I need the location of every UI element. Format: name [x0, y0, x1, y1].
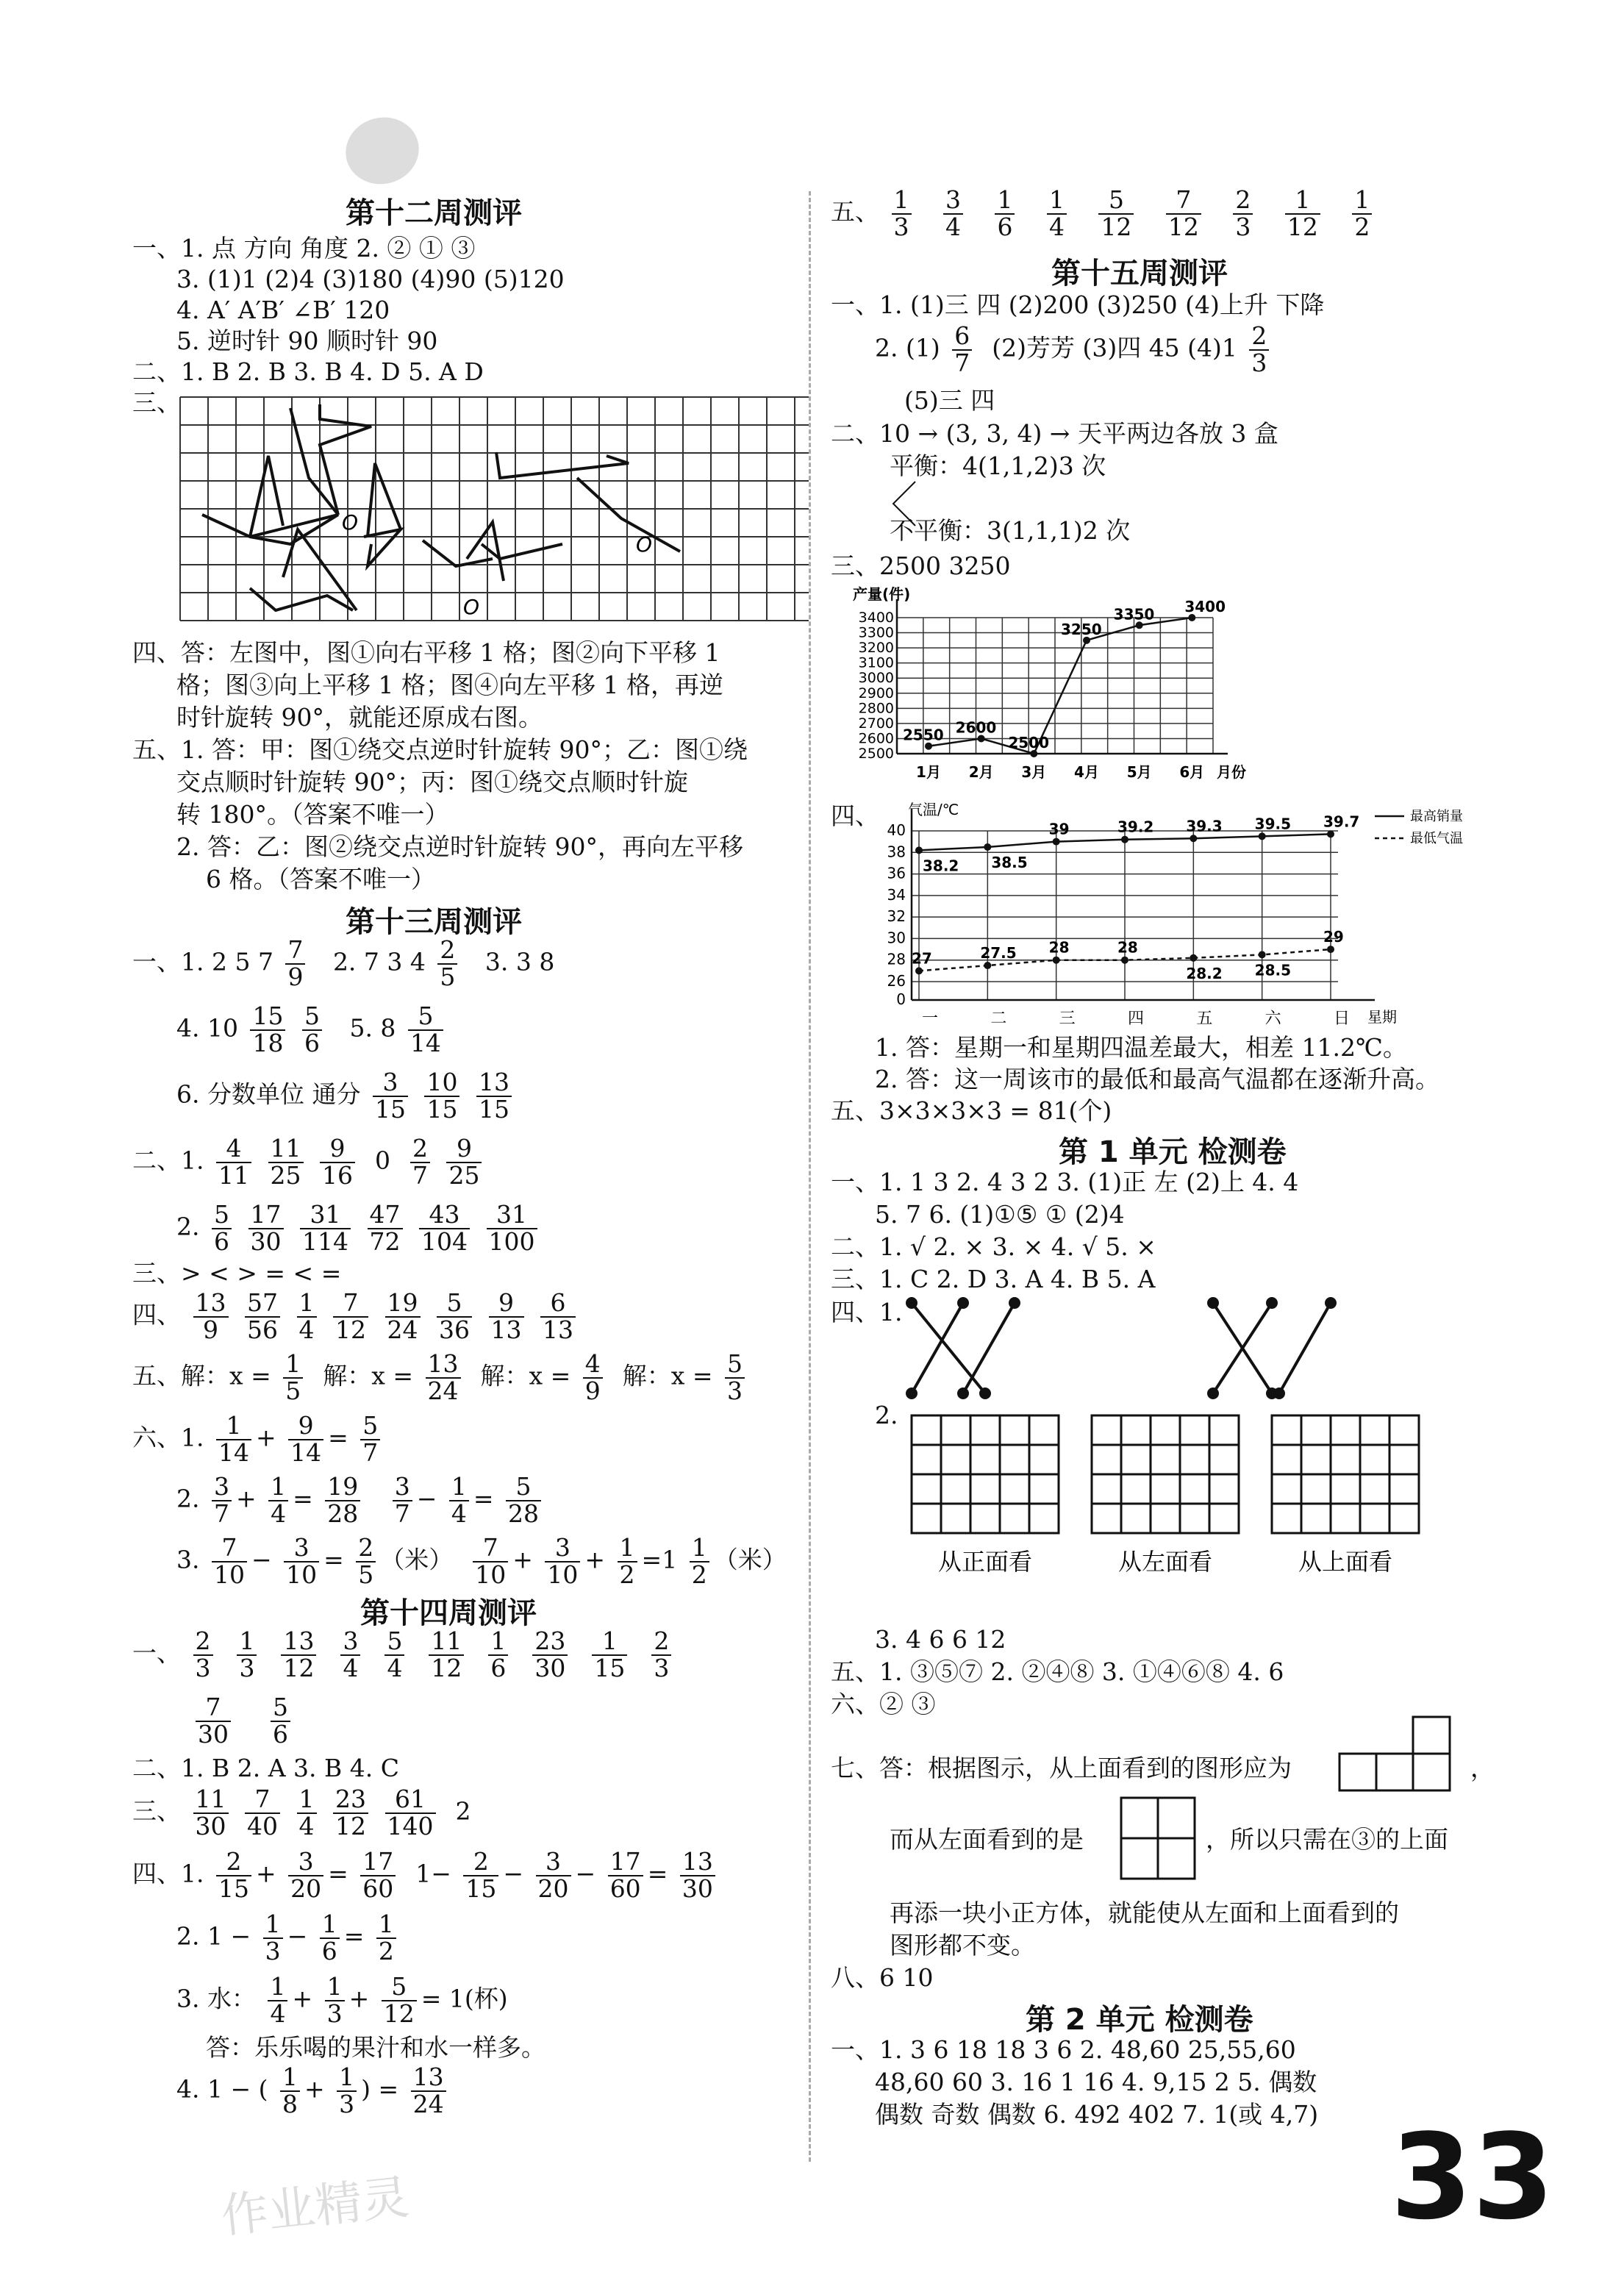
data-point — [1053, 957, 1060, 964]
u1-row: 图形都不变。 — [890, 1931, 1035, 1960]
data-point — [1121, 836, 1128, 843]
y-axis-label: 气温/℃ — [908, 801, 959, 818]
u2-row: 偶数 奇数 偶数 6. 492 402 7. 1(或 4,7) — [875, 2100, 1319, 2129]
data-label: 3400 — [1184, 598, 1226, 615]
data-label: 39.2 — [1117, 818, 1154, 836]
y-axis-label: 产量(件) — [853, 585, 911, 603]
w14-row: 二、1. B 2. A 3. B 4. C — [132, 1754, 399, 1782]
shape-6 — [482, 544, 562, 559]
y-tick-label: 3100 — [858, 654, 894, 671]
data-point — [1259, 832, 1266, 840]
w12-line: 4. A′ A′B′ ∠B′ 120 — [176, 296, 390, 324]
data-point — [915, 967, 923, 974]
w13-row: 3. $\frac{7}{10}$ − $\frac{3}{10}$ = $\frac{2}{5}$ （米） $\frac{7}{10}$ + $\frac{3}{10}$ + $\frac{1}{2}$ =1 $\frac{1}{2}$ （米） — [176, 1533, 787, 1589]
data-label: 38.2 — [923, 857, 959, 875]
u1-row: 三、1. C 2. D 3. A 4. B 5. A — [831, 1265, 1156, 1293]
x-tick-label: 2月 — [968, 763, 994, 781]
y-tick-label: 3300 — [858, 624, 894, 641]
matching-lines — [904, 1294, 1360, 1408]
w15-row: 2. (1) $\frac{6}{7}$ (2)芳芳 (3)四 45 (4)1 $\frac{2}{3}$ — [875, 324, 1273, 376]
u1-row: 3. 4 6 6 12 — [875, 1625, 1006, 1654]
week14-title: 第十四周测评 — [360, 1596, 537, 1630]
view-top-label: 从上面看 — [1298, 1548, 1393, 1576]
w13-row: 四、 $\frac{13}{9}$ $\frac{57}{56}$ $\frac{1}{4}$ $\frac{7}{12}$ $\frac{19}{24}$ $\frac{5}{36}$ $\frac{9}{13}$ $\frac{6}{13}$ — [132, 1290, 580, 1343]
w15-row: (5)三 四 — [904, 386, 995, 415]
y-tick-label: 32 — [887, 907, 906, 926]
u2-row: 48,60 60 3. 16 1 16 4. 9,15 2 5. 偶数 — [875, 2068, 1317, 2096]
shape-7 — [577, 478, 680, 551]
data-point — [1259, 951, 1266, 958]
y-tick-label: 3400 — [858, 610, 894, 626]
data-label: 2550 — [903, 726, 944, 744]
top-view-shape — [1338, 1713, 1463, 1794]
data-point — [1327, 946, 1334, 953]
y-tick-label: 38 — [887, 843, 906, 861]
u1-row: 五、1. ③⑤⑦ 2. ②④⑧ 3. ①④⑥⑧ 4. 6 — [831, 1657, 1284, 1686]
data-label: 28.2 — [1186, 964, 1223, 982]
w12-line: 时针旋转 90°，就能还原成右图。 — [176, 703, 543, 732]
w15-row: 四、 — [831, 801, 879, 830]
y-tick-label: 28 — [887, 950, 906, 968]
x-tick-label: 5月 — [1126, 763, 1152, 781]
w14-row: 3. 水： $\frac{1}{4}$ + $\frac{1}{3}$ + $\frac{5}{12}$ = 1(杯) — [176, 1972, 508, 2028]
unit1-title: 第 1 单元 检测卷 — [1059, 1135, 1287, 1169]
y-tick-label: 2700 — [858, 715, 894, 732]
w15-row: 三、2500 3250 — [831, 551, 1011, 580]
w12-line: 转 180°。（答案不唯一） — [176, 800, 449, 829]
w12-line: 二、1. B 2. B 3. B 4. D 5. A D — [132, 357, 484, 386]
data-point — [984, 843, 991, 851]
data-label: 3250 — [1061, 620, 1102, 638]
y-tick-label: 2800 — [858, 700, 894, 717]
y-tick-label: 3000 — [858, 670, 894, 687]
data-point — [1121, 957, 1128, 964]
week13-title: 第十三周测评 — [346, 905, 522, 939]
y-tick-label: 2900 — [858, 685, 894, 701]
grid-lines — [180, 397, 809, 621]
data-point — [1053, 838, 1060, 846]
w12-line: 三、 — [132, 388, 181, 417]
w14-row: 2. 1 − $\frac{1}{3}$ − $\frac{1}{6}$ = $\frac{1}{2}$ — [176, 1912, 401, 1964]
grid-point-o: O — [636, 532, 653, 557]
x-tick-label: 四 — [1127, 1010, 1145, 1028]
w15-row: 不平衡：3(1,1,1)2 次 — [890, 516, 1131, 545]
x-tick-label: 4月 — [1074, 763, 1099, 781]
u1-row: 5. 7 6. (1)①⑤ ① (2)4 — [875, 1200, 1125, 1229]
w14-row: 三、 $\frac{11}{30}$ $\frac{7}{40}$ $\frac{1}{4}$ $\frac{23}{12}$ $\frac{61}{140}$ 2 — [132, 1785, 471, 1840]
x-tick-label: 一 — [921, 1010, 939, 1028]
w13-row: 六、1. $\frac{1}{14}$ + $\frac{9}{14}$ = $\frac{5}{7}$ — [132, 1413, 384, 1465]
w15-row: 2. 答：这一周该市的最低和最高气温都在逐渐升高。 — [875, 1065, 1439, 1093]
y-tick-label: 30 — [887, 929, 906, 947]
w14-row: 一、 $\frac{2}{3}$ $\frac{1}{3}$ $\frac{13}{12}$ $\frac{3}{4}$ $\frac{5}{4}$ $\frac{11}{12}$ $\frac{1}{6}$ $\frac{23}{30}$ $\frac{1}{15}$ $\frac{2}{3}$ — [132, 1629, 676, 1681]
y-tick-label: 40 — [887, 821, 906, 839]
grid-point-o: O — [463, 595, 480, 619]
data-label: 28 — [1117, 938, 1138, 957]
x-tick-label: 3月 — [1021, 763, 1047, 781]
data-label: 38.5 — [991, 853, 1028, 871]
w13-row: 2. $\frac{5}{6}$ $\frac{17}{30}$ $\frac{31}{114}$ $\frac{47}{72}$ $\frac{43}{104}$ $\frac{31}{100}$ — [176, 1202, 542, 1254]
u1-row: ，所以只需在③的上面 — [1206, 1825, 1448, 1854]
u1-row: 四、1. — [831, 1298, 903, 1326]
data-point — [1190, 835, 1197, 842]
column-divider — [809, 191, 811, 2162]
week12-title: 第十二周测评 — [346, 196, 522, 230]
front-view-grid — [912, 1415, 1059, 1533]
u1-row: 2. — [875, 1401, 898, 1429]
w13-row: 6. 分数单位 通分 $\frac{3}{15}$ $\frac{10}{15}$ $\frac{13}{15}$ — [176, 1070, 516, 1122]
x-tick-label: 1月 — [916, 763, 941, 781]
data-label: 39.7 — [1323, 813, 1360, 831]
top-view-grid — [1272, 1415, 1419, 1533]
page-number: 33 — [1390, 2108, 1554, 2246]
x-axis-label: 星期 — [1367, 1008, 1397, 1026]
data-point — [984, 962, 991, 969]
data-label: 28.5 — [1254, 961, 1292, 979]
shape-10 — [368, 463, 401, 537]
shape-1 — [202, 515, 338, 544]
w14-wu-row: 五、 $\frac{1}{3}$ $\frac{3}{4}$ $\frac{1}{6}$ $\frac{1}{4}$ $\frac{5}{12}$ $\frac{7}{12}$ $\frac{2}{3}$ $\frac{1}{12}$ $\frac{1}{2}$ — [831, 188, 1376, 240]
x-tick-label: 二 — [990, 1010, 1007, 1028]
w12-line: 五、1. 答：甲：图①绕交点逆时针旋转 90°；乙：图①绕 — [132, 735, 748, 764]
watermark: 作业精灵 — [218, 2170, 412, 2245]
x-tick-label: 三 — [1059, 1010, 1076, 1028]
w14-row: 答：乐乐喝的果汁和水一样多。 — [206, 2033, 545, 2062]
data-label: 39.3 — [1186, 817, 1223, 835]
w15-row: 五、3×3×3×3 = 81(个) — [831, 1096, 1112, 1125]
w12-line: 3. (1)1 (2)4 (3)180 (4)90 (5)120 — [176, 265, 565, 293]
grid-point-o: O — [342, 510, 359, 535]
w12-line: 5. 逆时针 90 顺时针 90 — [176, 326, 438, 355]
rotated-shapes — [202, 404, 680, 610]
w12-line: 四、答：左图中，图①向右平移 1 格；图②向下平移 1 — [132, 638, 720, 667]
w12-line: 6 格。（答案不唯一） — [206, 865, 435, 893]
shape-9 — [364, 529, 401, 566]
w14-row: $\frac{7}{30}$ $\frac{5}{6}$ — [191, 1695, 295, 1747]
data-label: 27.5 — [980, 944, 1017, 963]
w13-row: 五、解：x = $\frac{1}{5}$ 解：x = $\frac{13}{24}$ 解：x = $\frac{4}{9}$ 解：x = $\frac{5}{3}$ — [132, 1351, 749, 1404]
left-view-shape — [1117, 1794, 1206, 1886]
w12-line: 一、1. 点 方向 角度 2. ② ① ③ — [132, 234, 476, 262]
shape-11 — [250, 588, 353, 610]
w15-row: 1. 答：星期一和星期四温差最大，相差 11.2℃。 — [875, 1033, 1407, 1062]
y-tick-label: 36 — [887, 864, 906, 882]
data-label: 3350 — [1113, 605, 1155, 624]
shape-4 — [467, 522, 504, 581]
w15-row: 平衡：4(1,1,2)3 次 — [890, 451, 1106, 480]
legend-label: 最低气温 — [1410, 831, 1463, 846]
stamp-logo — [338, 110, 426, 193]
data-point — [1190, 954, 1197, 962]
data-point — [1327, 830, 1334, 838]
week15-title: 第十五周测评 — [1051, 257, 1228, 290]
w14-row: 4. 1 − ( $\frac{1}{8}$ + $\frac{1}{3}$ ) = $\frac{13}{24}$ — [176, 2065, 451, 2117]
data-label: 28 — [1048, 938, 1070, 957]
shape-2 — [250, 456, 283, 537]
u1-row: 二、1. √ 2. × 3. × 4. √ 5. × — [831, 1232, 1156, 1261]
w13-row: 4. 10 $\frac{15}{18}$ $\frac{5}{6}$ 5. 8 $\frac{5}{14}$ — [176, 1004, 448, 1056]
u1-row: 七、答：根据图示，从上面看到的图形应为 — [831, 1754, 1292, 1782]
data-point — [915, 846, 923, 854]
w15-row: 二、10 → (3, 3, 4) → 天平两边各放 3 盒 — [831, 419, 1278, 448]
y-tick-label: 0 — [896, 990, 906, 1008]
w13-row: 一、1. 2 5 7 $\frac{7}{9}$ 2. 7 3 4 $\frac{2}{5}$ 3. 3 8 — [132, 935, 555, 991]
data-label: 27 — [912, 949, 932, 968]
u2-row: 一、1. 3 6 18 18 3 6 2. 48,60 25,55,60 — [831, 2035, 1296, 2064]
w15-row: 一、1. (1)三 四 (2)200 (3)250 (4)上升 下降 — [831, 290, 1325, 319]
w12-line: 2. 答：乙：图②绕交点逆时针旋转 90°，再向左平移 — [176, 832, 743, 861]
w13-row: 二、1. $\frac{4}{11}$ $\frac{11}{25}$ $\frac{9}{16}$ 0 $\frac{2}{7}$ $\frac{9}{25}$ — [132, 1136, 486, 1188]
x-tick-label: 五 — [1196, 1010, 1213, 1028]
y-tick-label: 34 — [887, 885, 906, 904]
w12-line: 交点顺时针旋转 90°；丙：图①绕交点顺时针旋 — [176, 768, 688, 796]
data-label: 39.5 — [1254, 815, 1292, 833]
u1-row: 一、1. 1 3 2. 4 3 2 3. (1)正 左 (2)上 4. 4 — [831, 1168, 1299, 1196]
view-left-label: 从左面看 — [1117, 1548, 1213, 1576]
w14-row: 四、1. $\frac{2}{15}$ + $\frac{3}{20}$ = $\frac{17}{60}$ 1− $\frac{2}{15}$ − $\frac{3}{20}$ − $\frac{17}{60}$ = $\frac{13}{30}$ — [132, 1849, 720, 1901]
x-tick-label: 6月 — [1179, 763, 1205, 781]
data-label: 2500 — [1008, 734, 1050, 751]
view-grids — [912, 1415, 1500, 1581]
w13-row: 三、> < > = < = — [132, 1259, 342, 1288]
y-tick-label: 2500 — [858, 746, 894, 762]
x-tick-label: 日 — [1333, 1010, 1351, 1028]
w13-row: 2. $\frac{3}{7}$ + $\frac{1}{4}$ = $\frac{19}{28}$ $\frac{3}{7}$ − $\frac{1}{4}$ = $\frac{5}{28}$ — [176, 1474, 545, 1526]
u1-row: 而从左面看到的是 — [890, 1825, 1084, 1854]
y-tick-label: 3200 — [858, 640, 894, 657]
view-front-label: 从正面看 — [937, 1548, 1033, 1576]
y-tick-label: 2600 — [858, 730, 894, 747]
legend-label: 最高销量 — [1410, 809, 1463, 824]
unit2-title: 第 2 单元 检测卷 — [1026, 2003, 1253, 2037]
data-label: 29 — [1323, 928, 1344, 946]
u1-row: 再添一块小正方体，就能使从左面和上面看到的 — [890, 1899, 1399, 1927]
production-line-chart — [831, 585, 1246, 794]
u1-row: 八、6 10 — [831, 1963, 934, 1992]
left-view-grid — [1092, 1415, 1239, 1533]
shape-3 — [290, 404, 371, 515]
rotation-grid — [180, 397, 809, 621]
x-tick-label: 六 — [1264, 1010, 1281, 1028]
w12-line: 格；图③向上平移 1 格；图④向左平移 1 格，再逆 — [176, 671, 723, 699]
u1-row: ， — [1470, 1754, 1495, 1782]
x-axis-label: 月份 — [1217, 763, 1246, 781]
data-label: 39 — [1048, 820, 1070, 838]
data-label: 2600 — [955, 718, 997, 737]
y-tick-label: 26 — [887, 972, 906, 990]
temperature-line-chart — [868, 801, 1500, 1028]
u1-row: 六、② ③ — [831, 1690, 936, 1718]
